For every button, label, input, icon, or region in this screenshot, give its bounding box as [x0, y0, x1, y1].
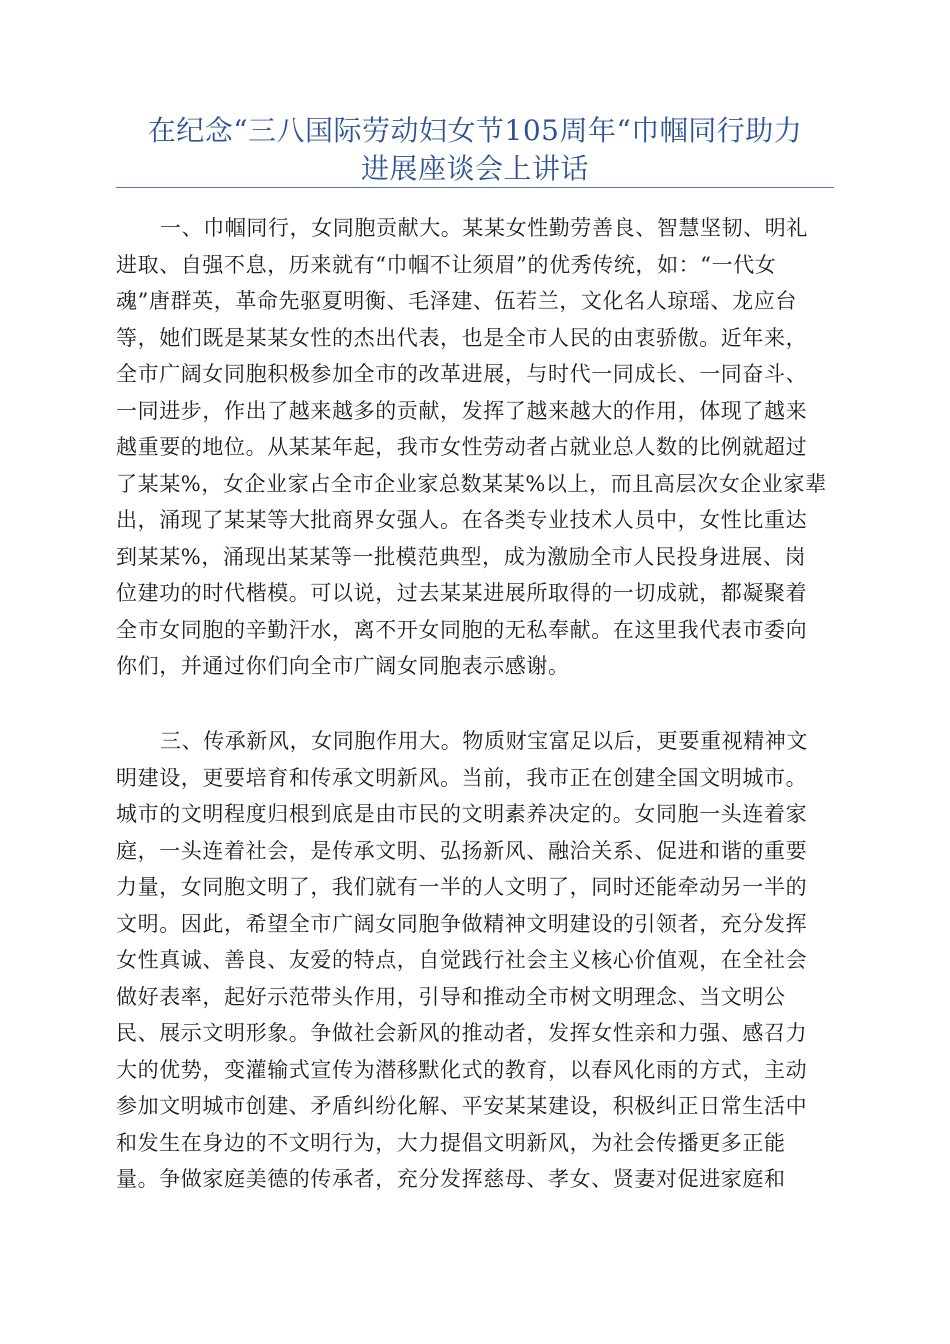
text-line: 一、巾帼同行，女同胞贡献大。某某女性勤劳善良、智慧坚韧、明礼: [160, 216, 808, 240]
text-line: 你们，并通过你们向全市广阔女同胞表示感谢。: [116, 654, 570, 678]
text-line: 庭，一头连着社会，是传承文明、弘扬新风、融洽关系、促进和谐的重要: [116, 838, 808, 863]
text-line: 明建设，更要培育和传承文明新风。当前，我市正在创建全国文明城市。: [116, 765, 808, 790]
text-line: 位建功的时代楷模。可以说，过去某某进展所取得的一切成就，都凝聚着: [116, 581, 808, 605]
text-line: 进取、自强不息，历来就有“巾帼不让须眉”的优秀传统，如：“一代女: [116, 252, 777, 277]
document-title: [116, 112, 834, 188]
text-line: 女性真诚、善良、友爱的特点，自觉践行社会主义核心价值观，在全社会: [116, 948, 808, 972]
text-line: 做好表率，起好示范带头作用，引导和推动全市树文明理念、当文明公: [116, 984, 786, 1009]
title-line: 进展座谈会上讲话: [360, 152, 589, 185]
text-line: 一同进步，作出了越来越多的贡献，发挥了越来越大的作用，体现了越来: [116, 398, 808, 423]
text-line: 量。争做家庭美德的传承者，充分发挥慈母、孝女、贤妻对促进家庭和: [116, 1167, 786, 1191]
text-line: 到某某%，涌现出某某等一批模范典型，成为激励全市人民投身进展、岗: [116, 544, 807, 569]
text-line: 大的优势，变灌输式宣传为潜移默化式的教育，以春风化雨的方式，主动: [116, 1057, 808, 1082]
text-line: 参加文明城市创建、矛盾纠纷化解、平安某某建设，积极纠正日常生活中: [116, 1094, 808, 1118]
text-line: 城市的文明程度归根到底是由市民的文明素养决定的。女同胞一头连着家: [116, 802, 808, 826]
text-line: 全市广阔女同胞积极参加全市的改革进展，与时代一同成长、一同奋斗、: [116, 362, 808, 386]
body-paragraph: [116, 210, 836, 685]
text-line: 出，涌现了某某等大批商界女强人。在各类专业技术人员中，女性比重达: [116, 508, 808, 532]
text-line: 力量，女同胞文明了，我们就有一半的人文明了，同时还能牵动另一半的: [116, 875, 808, 899]
text-line: 等，她们既是某某女性的杰出代表，也是全市人民的由衷骄傲。近年来，: [116, 325, 808, 350]
text-line: 和发生在身边的不文明行为，大力提倡文明新风，为社会传播更多正能: [116, 1130, 786, 1155]
title-underline-rule: [116, 187, 834, 188]
text-line: 魂”唐群英，革命先驱夏明衡、毛泽建、伍若兰，文化名人琼瑶、龙应台: [116, 289, 797, 313]
text-line: 了某某%，女企业家占全市企业家总数某某%以上，而且高层次女企业家辈: [116, 471, 827, 496]
text-line: 三、传承新风，女同胞作用大。物质财宝富足以后，更要重视精神文: [160, 729, 808, 753]
text-line: 民、展示文明形象。争做社会新风的推动者，发挥女性亲和力强、感召力: [116, 1021, 808, 1045]
body-paragraph: [116, 723, 836, 1198]
title-line: 在纪念“三八国际劳动妇女节105周年“巾帼同行助力: [147, 114, 803, 147]
text-line: 全市女同胞的辛勤汗水，离不开女同胞的无私奉献。在这里我代表市委向: [116, 617, 808, 642]
text-line: 越重要的地位。从某某年起，我市女性劳动者占就业总人数的比例就超过: [116, 435, 808, 459]
text-line: 文明。因此，希望全市广阔女同胞争做精神文明建设的引领者，充分发挥: [116, 911, 808, 936]
